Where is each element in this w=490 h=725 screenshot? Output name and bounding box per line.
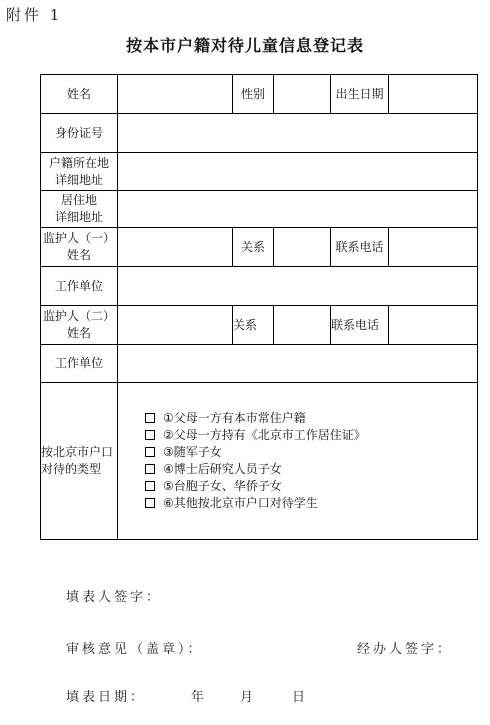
guardian1-label-line1: 监护人（一）: [42, 231, 115, 245]
gender-label: 性别: [233, 75, 274, 114]
category-option[interactable]: [145, 461, 477, 478]
checkbox-icon[interactable]: [145, 481, 155, 491]
guardian1-name-field[interactable]: [118, 228, 233, 267]
guardian2-name-field[interactable]: [118, 306, 233, 345]
guardian2-name-label: [41, 306, 118, 345]
guardian1-label-line2: 姓名: [66, 248, 91, 262]
review-opinion-label: 审核意见（盖章）：: [66, 642, 204, 657]
guardian2-relation-label: 关系: [233, 306, 274, 345]
guardian1-relation-field[interactable]: [274, 228, 331, 267]
guardian2-label-line2: 姓名: [66, 326, 91, 340]
category-option[interactable]: [145, 478, 477, 495]
category-option[interactable]: [145, 444, 477, 461]
filler-signature-label: 填表人签字：: [66, 590, 163, 605]
guardian2-label-line1: 监护人（二）: [42, 309, 115, 323]
id-number-field[interactable]: [118, 114, 478, 153]
category-options-list: [118, 410, 477, 512]
category-option-label: ②父母一方持有《北京市工作居住证》: [163, 428, 366, 442]
guardian2-phone-field[interactable]: [389, 306, 478, 345]
hukou-address-label-line2: 详细地址: [54, 172, 103, 187]
registration-form-table: [40, 74, 478, 540]
category-option[interactable]: [145, 495, 477, 512]
day-label: 日: [292, 690, 309, 705]
guardian2-work-unit-field[interactable]: [118, 345, 478, 383]
guardian2-phone-label: 联系电话: [331, 306, 389, 345]
checkbox-icon[interactable]: [145, 447, 155, 457]
name-label: 姓名: [41, 75, 118, 114]
guardian1-name-label: [41, 228, 118, 267]
name-field[interactable]: [118, 75, 233, 114]
category-option[interactable]: [145, 410, 477, 427]
category-label-line2: 对待的类型: [41, 462, 102, 476]
guardian2-work-unit-label: 工作单位: [41, 345, 118, 383]
attachment-label: 附件 1: [6, 6, 63, 24]
birthdate-field[interactable]: [389, 75, 478, 114]
checkbox-icon[interactable]: [145, 464, 155, 474]
category-label-line1: 按北京市户口: [41, 445, 114, 459]
category-option-label: ③随军子女: [163, 445, 222, 459]
category-options-cell: [118, 383, 478, 540]
residence-address-label-line1: 居住地: [60, 193, 97, 207]
fill-date-label: 填表日期：: [66, 690, 147, 705]
category-option[interactable]: [145, 427, 477, 444]
hukou-address-field[interactable]: [118, 153, 478, 191]
category-option-label: ⑥其他按北京市户口对待学生: [163, 496, 318, 510]
guardian2-relation-field[interactable]: [274, 306, 331, 345]
checkbox-icon[interactable]: [145, 413, 155, 423]
guardian1-phone-field[interactable]: [389, 228, 478, 267]
birthdate-label: 出生日期: [331, 75, 389, 114]
year-label: 年: [191, 690, 208, 705]
month-label: 月: [240, 690, 257, 705]
gender-field[interactable]: [274, 75, 331, 114]
residence-address-field[interactable]: [118, 191, 478, 228]
category-option-label: ①父母一方有本市常住户籍: [163, 411, 306, 425]
category-option-label: ⑤台胞子女、华侨子女: [163, 479, 282, 493]
checkbox-icon[interactable]: [145, 430, 155, 440]
residence-address-label-line2: 详细地址: [54, 210, 103, 224]
category-label: [41, 383, 118, 540]
handler-signature-label: 经办人签字：: [357, 642, 454, 657]
guardian1-work-unit-field[interactable]: [118, 267, 478, 306]
hukou-address-label: [41, 153, 118, 191]
category-option-label: ④博士后研究人员子女: [163, 462, 282, 476]
guardian1-work-unit-label: 工作单位: [41, 267, 118, 306]
guardian1-phone-label: 联系电话: [331, 228, 389, 267]
form-title: 按本市户籍对待儿童信息登记表: [125, 36, 364, 55]
guardian1-relation-label: 关系: [233, 228, 274, 267]
residence-address-label: [41, 191, 118, 228]
checkbox-icon[interactable]: [145, 498, 155, 508]
id-number-label: 身份证号: [41, 114, 118, 153]
hukou-address-label-line1: 户籍所在地: [48, 155, 109, 170]
